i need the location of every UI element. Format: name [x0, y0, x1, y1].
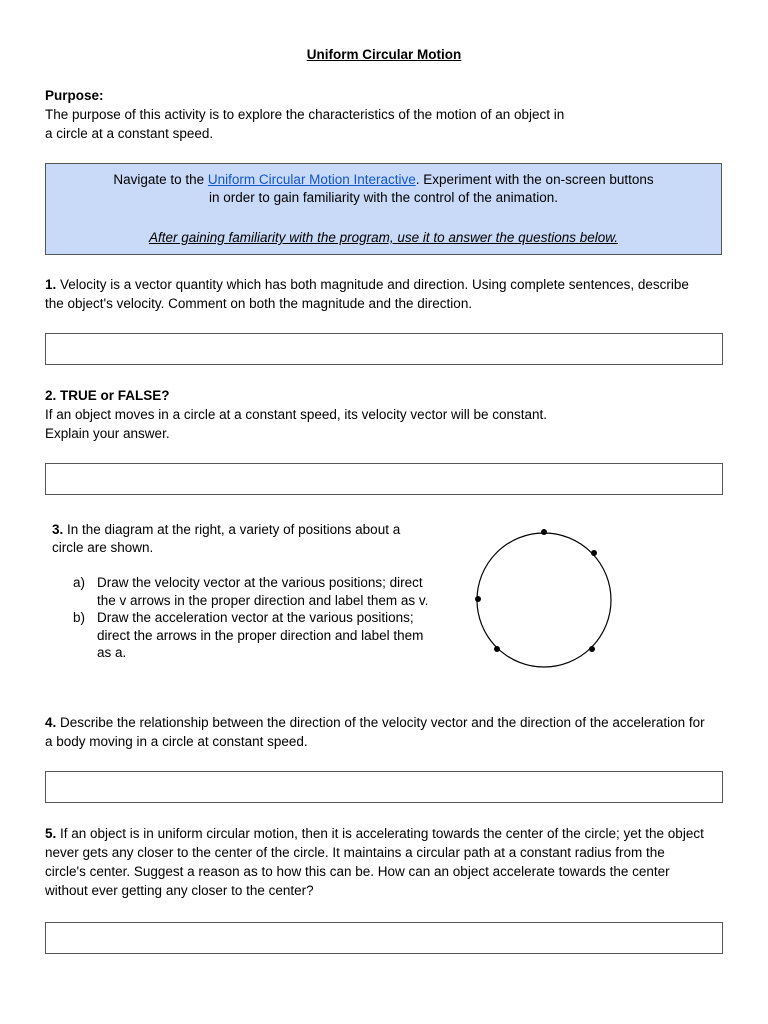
q4-line-2: a body moving in a circle at constant speed.: [45, 734, 308, 749]
purpose-line-2: a circle at a constant speed.: [45, 126, 214, 141]
q3-item-b-line-3: as a.: [97, 645, 127, 660]
purpose-heading: [45, 86, 104, 105]
position-dot-left: [475, 596, 481, 602]
q5-text-1: If an object is in uniform circular motion, then it is accelerating towards the center of the circle; yet the object: [56, 826, 704, 841]
q3-item-a-line-1: Draw the velocity vector at the various positions; direct: [97, 575, 423, 590]
q3-text-1: In the diagram at the right, a variety of positions about a: [63, 522, 401, 537]
q3-instructions-list: [52, 574, 452, 662]
q5-line-1: [45, 824, 735, 843]
instructions-callout: [45, 163, 722, 255]
callout-suffix: . Experiment with the on-screen buttons: [415, 172, 654, 187]
callout-line-3: After gaining familiarity with the program, use it to answer the questions below.: [149, 230, 618, 245]
q3-item-a-marker: a): [73, 575, 86, 590]
q3-item-a: [52, 574, 452, 609]
q1-line-2: the object's velocity. Comment on both the magnitude and the direction.: [45, 296, 473, 311]
q1-line-1: [45, 275, 735, 294]
q5-line-4: without ever getting any closer to the center?: [45, 883, 314, 898]
circle-diagram: [470, 525, 620, 675]
question-5: [45, 824, 735, 900]
purpose-line-1: The purpose of this activity is to explore the characteristics of the motion of an object in: [45, 107, 565, 122]
q3-number: 3.: [52, 522, 64, 537]
q1-number: 1.: [45, 277, 57, 292]
q2-heading: 2. TRUE or FALSE?: [45, 388, 170, 403]
q3-line-2: circle are shown.: [52, 540, 154, 555]
q3-item-b-line-2: direct the arrows in the proper direction and label them: [97, 627, 424, 643]
q5-answer-box[interactable]: [45, 922, 723, 954]
q3-item-b: [52, 609, 452, 662]
q5-number: 5.: [45, 826, 57, 841]
q3-item-a-line-2: the v arrows in the proper direction and label them as v.: [97, 592, 429, 608]
q3-line-1: [52, 521, 452, 539]
q4-text-1: Describe the relationship between the direction of the velocity vector and the direction of the acceleration for: [56, 715, 705, 730]
q5-line-3: circle's center. Suggest a reason as to how this can be. How can an object accelerate towards the center: [45, 864, 670, 879]
interactive-link[interactable]: Uniform Circular Motion Interactive: [207, 172, 416, 187]
position-dot-upper-right: [591, 550, 597, 556]
question-2: [45, 386, 735, 443]
q1-answer-box[interactable]: [45, 333, 723, 365]
q3-item-b-line-1: Draw the acceleration vector at the various positions;: [97, 610, 414, 625]
q4-answer-box[interactable]: [45, 771, 723, 803]
page-title: Uniform Circular Motion: [306, 47, 462, 62]
question-1: [45, 275, 735, 313]
position-dot-lower-right: [589, 646, 595, 652]
question-4: [45, 713, 735, 751]
q1-text-1: Velocity is a vector quantity which has both magnitude and direction. Using complete sentences, describe: [56, 277, 689, 292]
q3-item-b-marker: b): [73, 610, 86, 625]
q4-line-1: [45, 713, 735, 732]
q2-answer-box[interactable]: [45, 463, 723, 495]
callout-line-1: [46, 171, 721, 189]
callout-prefix: Navigate to the: [113, 172, 208, 187]
q4-number: 4.: [45, 715, 57, 730]
question-3: [52, 521, 452, 662]
position-dot-lower-left: [494, 646, 500, 652]
purpose-heading-text: Purpose:: [45, 88, 104, 103]
callout-line-2: in order to gain familiarity with the control of the animation.: [209, 190, 558, 205]
q5-line-2: never gets any closer to the center of the circle. It maintains a circular path at a constant radius from the: [45, 845, 665, 860]
q2-line-1: If an object moves in a circle at a constant speed, its velocity vector will be constant.: [45, 407, 547, 422]
q2-line-2: Explain your answer.: [45, 426, 170, 441]
position-dot-top: [541, 529, 547, 535]
